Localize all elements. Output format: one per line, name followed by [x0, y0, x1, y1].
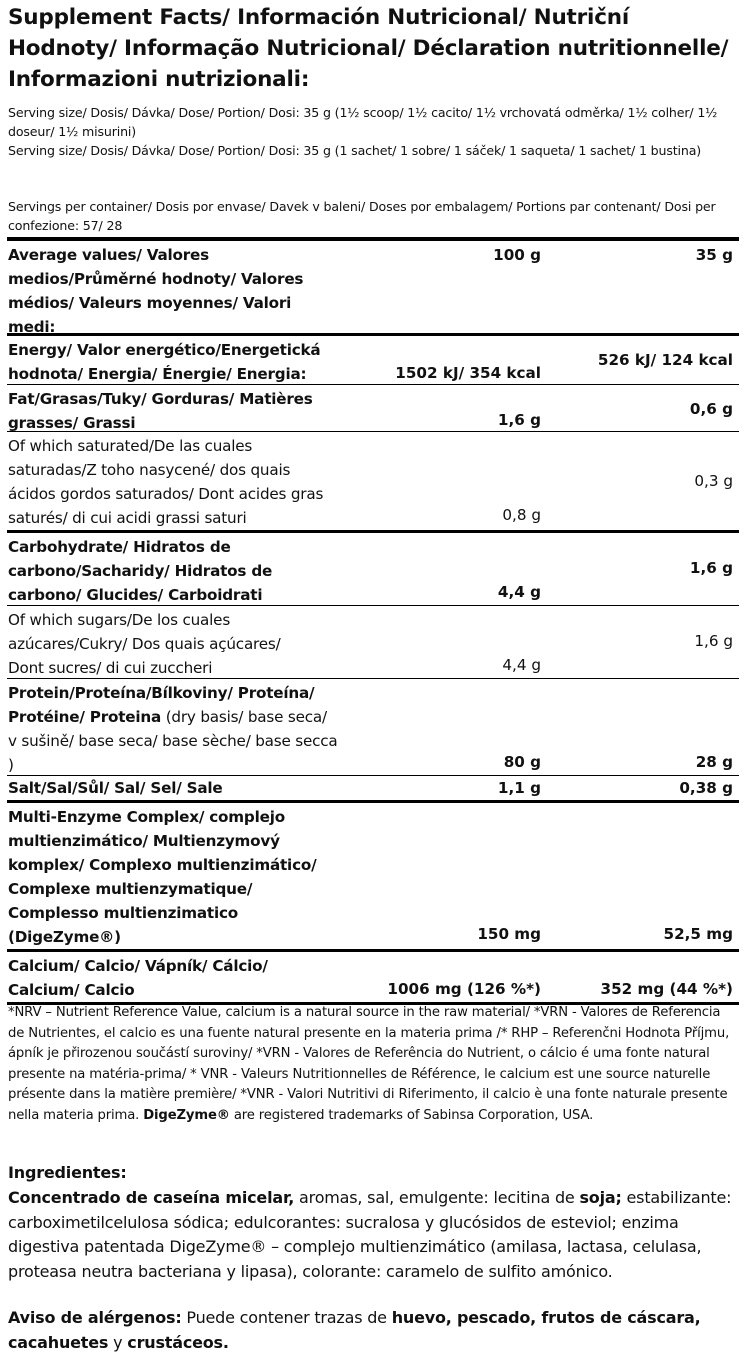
footnote-tail: are registered trademarks of Sabinsa Corporation, USA. [229, 1107, 594, 1123]
footnote-text: *NRV – Nutrient Reference Value, calcium is a natural source in the raw material/ *VRN - Valores de Referencia de Nutrientes, el calcio es una fuente natural presente en la materia prima /* RHP – Referenčni Hodnota Příjmu, ápník je přirozenou součástí suroviny/ *VRN - Valores de Referência do Nutrient, o cálcio é uma fonte natural presente na matéria-prima/ * VNR - Valeurs Nutritionnelles de Référence, le calcium est une source naturelle présente dans la matière première/ *VNR - Valori Nutritivi di Riferimento, il calcio è una fonte naturale presente nella materia prima. [8, 1005, 730, 1123]
table-row-protein [7, 679, 739, 776]
row-label: Salt/Sal/Sůl/ Sal/ Sel/ Sale [8, 779, 223, 797]
allergen-warning [8, 1306, 741, 1355]
ingredients-text [8, 1186, 741, 1284]
value-100g: 80 g [503, 753, 541, 771]
allergen-label: Aviso de alérgenos: [8, 1308, 182, 1327]
value-35g: 52,5 mg [663, 925, 733, 943]
column-header-35g: 35 g [695, 246, 733, 264]
row-label: Of which sugars/De los cuales azúcares/Cukry/ Dos quais açúcares/ Dont sucres/ di cui zuccheri [8, 611, 281, 677]
table-row-saturated [7, 432, 739, 533]
value-35g: 0,6 g [689, 400, 733, 418]
row-label-bold: Protein/Proteína/Bílkoviny/ Proteína/ Protéine/ Proteina [8, 684, 315, 726]
value-100g: 1,6 g [497, 411, 541, 429]
value-35g: 28 g [695, 753, 733, 771]
value-100g: 1502 kJ/ 354 kcal [395, 364, 541, 382]
value-100g: 1006 mg (126 %*) [387, 980, 541, 998]
row-label: Multi-Enzyme Complex/ complejo multienzimático/ Multienzymový komplex/ Complexo multienzimático/ Complexe multienzymatique/ Complesso multienzimatico (DigeZyme®) [8, 808, 317, 946]
column-header-label: Average values/ Valores medios/Průměrné hodnoty/ Valores médios/ Valeurs moyennes/ Valori medi: [8, 246, 304, 336]
column-header-100g: 100 g [493, 246, 541, 264]
table-row-salt [7, 776, 739, 803]
row-label: Of which saturated/De las cuales saturadas/Z toho nasycené/ dos quais ácidos gordos saturados/ Dont acides gras saturés/ di cui acidi grassi saturi [8, 437, 324, 527]
serving-size-sachet: Serving size/ Dosis/ Dávka/ Dose/ Portion/ Dosi: 35 g (1 sachet/ 1 sobre/ 1 sáček/ 1 saqueta/ 1 sachet/ 1 bustina) [8, 143, 702, 158]
reference-footnote [8, 1003, 738, 1126]
row-label-plain: (dry basis/ base seca/ v sušině/ base seca/ base sèche/ base secca ) [8, 708, 338, 774]
serving-size-scoop: Serving size/ Dosis/ Dávka/ Dose/ Portion/ Dosi: 35 g (1½ scoop/ 1½ cacito/ 1½ vrchovatá odměrka/ 1½ colher/ 1½ doseur/ 1½ misurini) [8, 105, 718, 139]
value-100g: 1,1 g [497, 779, 541, 797]
value-35g: 1,6 g [694, 632, 733, 650]
allergen-items: huevo, pescado, frutos de cáscara, cacahuetes [8, 1308, 701, 1352]
table-row-sugars [7, 606, 739, 679]
value-35g: 0,3 g [694, 472, 733, 490]
table-row-energy [7, 336, 739, 385]
allergen-text: y [108, 1332, 128, 1352]
value-100g: 150 mg [477, 925, 541, 943]
servings-per-container: Servings per container/ Dosis por envase/ Davek v baleni/ Doses por embalagem/ Portions par contenant/ Dosi per confezione: 57/ 28 [8, 199, 716, 233]
ingredients-part: aromas, sal, emulgente: lecitina de [294, 1188, 580, 1207]
value-100g: 4,4 g [502, 656, 541, 674]
row-label: Calcium/ Calcio/ Vápník/ Cálcio/ Calcium/ Calcio [8, 957, 268, 999]
ingredients-allergen-soy: soja; [579, 1188, 622, 1207]
table-row-calcium [7, 952, 739, 1005]
row-label: Fat/Grasas/Tuky/ Gorduras/ Matières grasses/ Grassi [8, 390, 313, 432]
value-35g: 526 kJ/ 124 kcal [597, 351, 733, 369]
ingredients-part: estabilizante: carboximetilcelulosa sódica; edulcorantes: sucralosa y glucósidos de esteviol; enzima digestiva patentada DigeZyme® – complejo multienzimático (amilasa, lactasa, celulasa, proteasa neutra bacteriana y lipasa), colorante: caramelo de sulfito amónico. [8, 1188, 732, 1281]
table-header-row [7, 241, 739, 336]
nutrition-table [7, 237, 739, 1005]
value-35g: 0,38 g [679, 779, 733, 797]
footnote-brand: DigeZyme® [143, 1107, 230, 1123]
row-label: Energy/ Valor energético/Energetická hodnota/ Energia/ Énergie/ Energia: [8, 341, 321, 383]
row-label: Carbohydrate/ Hidratos de carbono/Sacharidy/ Hidratos de carbono/ Glucides/ Carboidrati [8, 538, 273, 604]
value-100g: 0,8 g [502, 506, 541, 524]
allergen-text: Puede contener trazas de [181, 1308, 392, 1327]
table-row-enzyme-complex [7, 803, 739, 952]
ingredients-main: Concentrado de caseína micelar, [8, 1188, 295, 1207]
value-100g: 4,4 g [497, 583, 541, 601]
table-row-fat [7, 385, 739, 432]
value-35g: 1,6 g [689, 559, 733, 577]
ingredients-heading: Ingredientes: [8, 1163, 127, 1182]
value-35g: 352 mg (44 %*) [600, 980, 733, 998]
page-title: Supplement Facts/ Información Nutricional/ Nutriční Hodnoty/ Informação Nutricional/ Déclaration nutritionnelle/ Informazioni nutrizionali: [8, 5, 729, 92]
row-label [7, 679, 338, 777]
table-row-carbohydrate [7, 533, 739, 606]
allergen-last: crustáceos. [127, 1332, 229, 1352]
